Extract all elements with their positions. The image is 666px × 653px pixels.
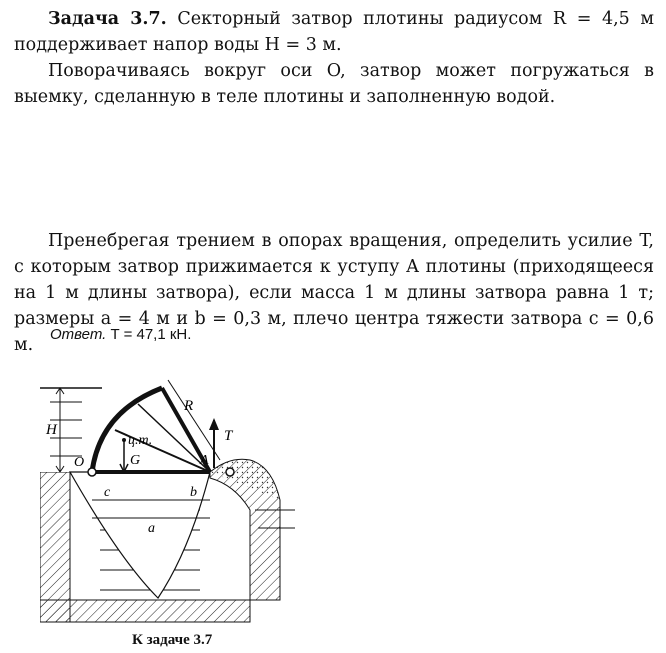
gate-lower-sector	[70, 472, 210, 598]
answer-label: Ответ.	[50, 326, 107, 343]
sector-gate-diagram	[40, 360, 300, 628]
problem-paragraph-2	[14, 58, 654, 110]
label-b: b	[190, 485, 197, 500]
dam-bottom	[40, 600, 250, 622]
problem-paragraph-1	[14, 6, 654, 58]
label-a: A	[200, 453, 209, 468]
label-r: R	[184, 398, 194, 414]
label-t: T	[224, 428, 233, 444]
label-h: H	[46, 422, 57, 438]
pivot-o	[88, 468, 96, 476]
problem-text-3: Пренебрегая трением в опорах вращения, определить усилие T, с которым затвор прижимается к уступу A плотины (приходящееся на 1 м длины затвора), если масса 1 м длины затвора равна 1 т; размеры a = 4 м и b = 0,3 м, плечо центра тяжести затвора c = 0,6 м.	[14, 231, 654, 355]
force-t-arrowhead	[209, 418, 219, 430]
label-center-of-mass: ц.т.	[128, 433, 153, 448]
label-a-dimension: a	[148, 521, 155, 536]
figure-caption: К задаче 3.7	[132, 632, 213, 648]
answer-value: T = 47,1 кН.	[110, 326, 192, 343]
label-c: c	[104, 485, 111, 500]
problem-text-1: Секторный затвор плотины радиусом R = 4,5 м поддерживает напор воды H = 3 м.	[14, 9, 654, 55]
problem-label: Задача 3.7.	[48, 9, 167, 29]
sill-a-hinge	[226, 468, 234, 476]
answer-line	[50, 326, 191, 343]
problem-text-2: Поворачиваясь вокруг оси O, затвор может погружаться в выемку, сделанную в теле плотины и заполненную водой.	[14, 61, 654, 107]
label-g: G	[130, 453, 141, 468]
label-o: O	[74, 455, 85, 470]
